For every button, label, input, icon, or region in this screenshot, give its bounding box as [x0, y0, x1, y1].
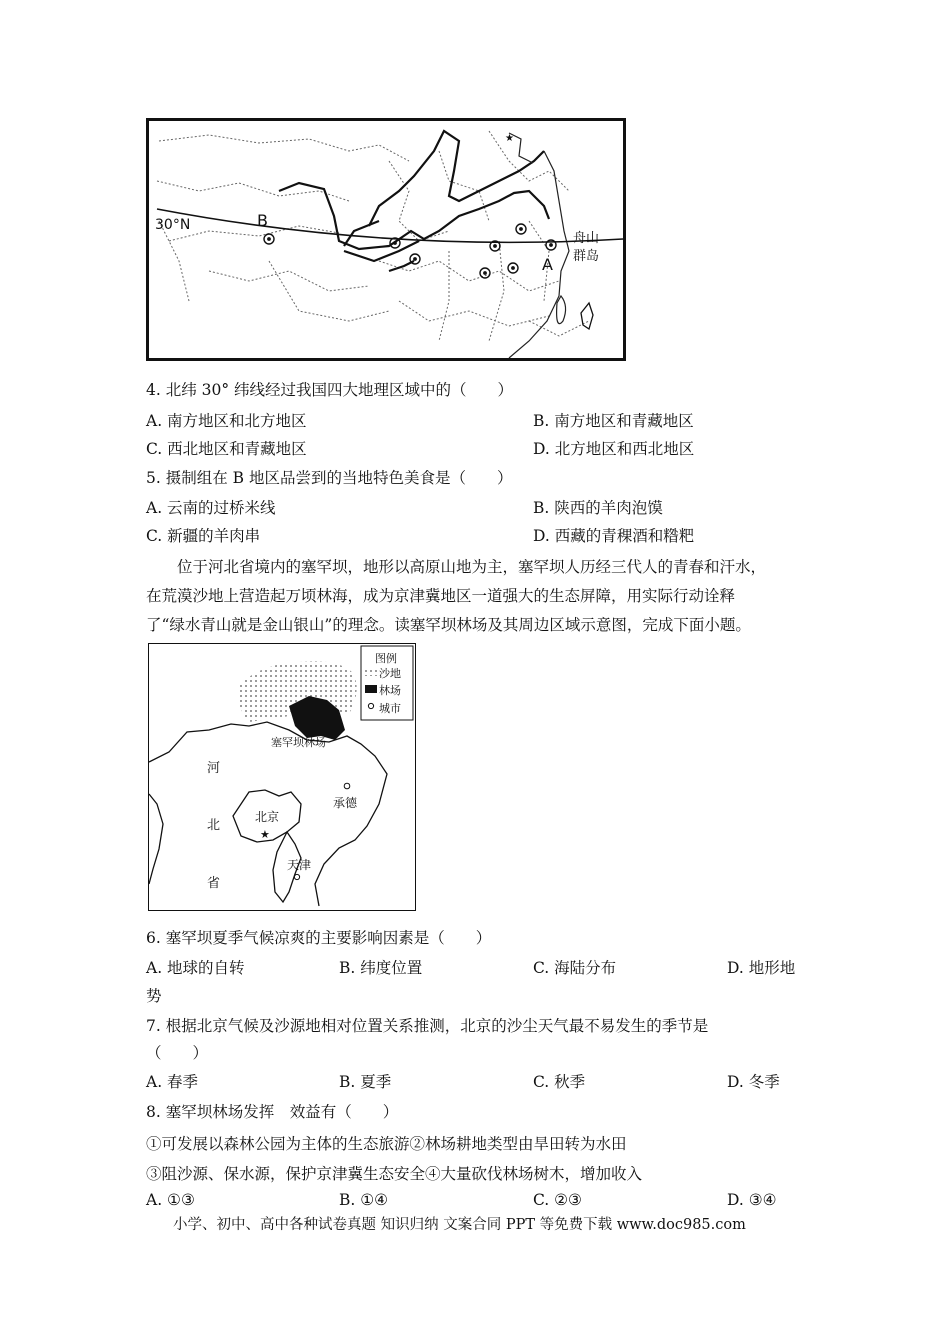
- q6-stem: 6. 塞罕坝夏季气候凉爽的主要影响因素是（ ）: [146, 929, 492, 947]
- q5-option-d: D. 西藏的青稞酒和糌粑: [533, 527, 695, 545]
- q7-option-a: A. 春季: [146, 1073, 199, 1091]
- q5-option-c: C. 新疆的羊肉串: [146, 527, 261, 545]
- china-30n-map: [146, 118, 626, 361]
- forest-label: 塞罕坝林场: [271, 736, 326, 749]
- latitude-label: 30°N: [155, 217, 191, 233]
- q7-stem-wrap: （ ）: [146, 1044, 209, 1062]
- q5-option-a: A. 云南的过桥米线: [146, 499, 276, 517]
- q7-stem: 7. 根据北京气候及沙源地相对位置关系推测，北京的沙尘天气最不易发生的季节是: [146, 1017, 709, 1035]
- province-label-3: 省: [207, 876, 221, 891]
- q7-option-b: B. 夏季: [339, 1073, 392, 1091]
- svg-text:★: ★: [505, 133, 514, 144]
- q6-option-d: D. 地形地: [727, 959, 796, 977]
- q4-option-b: B. 南方地区和青藏地区: [533, 412, 694, 430]
- q8-option-c: C. ②③: [533, 1191, 582, 1209]
- q7-option-d: D. 冬季: [727, 1073, 780, 1091]
- q8-option-a: A. ①③: [146, 1191, 195, 1209]
- china-map-drawing: [149, 121, 623, 358]
- q5-stem: 5. 摄制组在 B 地区品尝到的当地特色美食是（ ）: [146, 469, 513, 487]
- q7-option-c: C. 秋季: [533, 1073, 586, 1091]
- point-a-label: A: [542, 255, 553, 274]
- zhoushan-label-line2: 群岛: [573, 249, 600, 264]
- city-beijing: 北京: [255, 810, 280, 824]
- q4-option-c: C. 西北地区和青藏地区: [146, 440, 307, 458]
- footer-text: 小学、初中、高中各种试卷真题 知识归纳 文案合同 PPT 等免费下载 www.doc985.com: [173, 1217, 746, 1233]
- q8-choice-line-2: ③阻沙源、保水源，保护京津冀生态安全④大量砍伐林场树木，增加收入: [146, 1165, 643, 1183]
- q6-option-a: A. 地球的自转: [146, 959, 245, 977]
- svg-text:★: ★: [260, 828, 270, 841]
- saihanba-map: [148, 643, 416, 911]
- q4-option-a: A. 南方地区和北方地区: [146, 412, 307, 430]
- q5-option-b: B. 陕西的羊肉泡馍: [533, 499, 663, 517]
- legend-sand: 沙地: [379, 667, 401, 680]
- q4-stem: 4. 北纬 30° 纬线经过我国四大地理区域中的（ ）: [146, 381, 514, 399]
- q8-option-b: B. ①④: [339, 1191, 389, 1209]
- q6-option-c: C. 海陆分布: [533, 959, 617, 977]
- zhoushan-label-line1: 舟山: [573, 231, 600, 246]
- point-b-label: B: [257, 211, 268, 230]
- saihanba-map-drawing: [149, 644, 414, 909]
- q8-choice-line-1: ①可发展以森林公园为主体的生态旅游②林场耕地类型由旱田转为水田: [146, 1135, 627, 1153]
- city-tianjin: 天津: [287, 858, 312, 872]
- passage-line-1: 位于河北省境内的塞罕坝，地形以高原山地为主，塞罕坝人历经三代人的青春和汗水，: [146, 558, 767, 576]
- q6-option-d-wrap: 势: [146, 987, 162, 1005]
- legend-forest: 林场: [379, 684, 401, 697]
- province-label-2: 北: [207, 818, 221, 833]
- q4-option-d: D. 北方地区和西北地区: [533, 440, 695, 458]
- q6-option-b: B. 纬度位置: [339, 959, 423, 977]
- q8-option-d: D. ③④: [727, 1191, 777, 1209]
- legend-city: 城市: [379, 702, 401, 715]
- province-label-1: 河: [207, 761, 221, 776]
- city-chengde: 承德: [333, 796, 358, 810]
- q8-stem: 8. 塞罕坝林场发挥 效益有（ ）: [146, 1103, 399, 1121]
- passage-line-3: 了“绿水青山就是金山银山”的理念。读塞罕坝林场及其周边区域示意图，完成下面小题。: [146, 616, 751, 634]
- legend-title: 图例: [375, 652, 397, 665]
- passage-line-2: 在荒漠沙地上营造起万顷林海，成为京津冀地区一道强大的生态屏障，用实际行动诠释: [146, 587, 736, 605]
